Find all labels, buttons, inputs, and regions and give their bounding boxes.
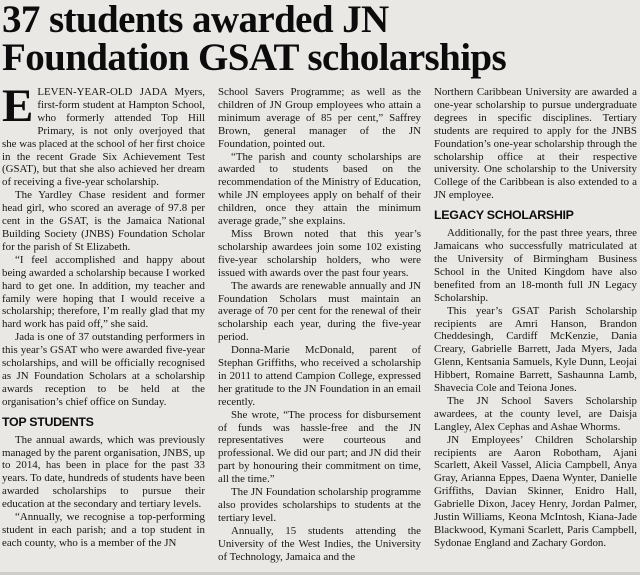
article-paragraph: Jada is one of 37 outstanding performers in this year’s GSAT who were awarded five-year scholarships, and will be officially recognised as JN Foundation Scholars at a scholarship awards reception to be held at the organisation’s chief office on Sunday. (2, 331, 205, 408)
article-paragraph: ELEVEN-YEAR-OLD JADA Myers, first-form student at Hampton School, who formerly attended Top Hill Primary, is not only overjoyed that she was placed at the school of her first choice in the recent Grade Six Achievement Test (GSAT), but that she also achieved her dream of receiving a five-year scholarship. (2, 86, 205, 189)
section-subhead: TOP STUDENTS (2, 414, 94, 429)
article-paragraph: She wrote, “The process for disbursement of funds was hassle-free and the JN representatives were courteous and professional. We did our part; and JN did their part by honouring their commitment on time, all the time.” (218, 408, 421, 486)
article-column-1 (2, 86, 205, 572)
article-paragraph: Northern Caribbean University are awarded a one-year scholarship to pursue undergraduate degrees in specific disciplines. Tertiary students are required to apply for the JNBS Foundation’s one-year scholarship through the scholarship office at their respective university. One scholarship to the University College of the Caribbean is also extended to a JN employee. (434, 86, 637, 202)
article-paragraph: The JN School Savers Scholarship awardees, at the county level, are Daisja Langley, Alex Cephas and Ashae Whorms. (434, 394, 637, 433)
article-paragraph: “I feel accomplished and happy about being awarded a scholarship because I worked hard to get one. In addition, my teacher and family were hoping that I would receive a scholarship; therefore, I’m really glad that my hard work has paid off,” she said. (2, 253, 205, 331)
article-paragraph: This year’s GSAT Parish Scholarship recipients are Amri Hanson, Brandon Cheddesingh, Cardiff McKenzie, Dania Creary, Gabrielle Barrett, Jada Myers, Jada Glenn, Kentsania Samuels, Kyle Dunn, Leojai Hibbert, Romaine Barrett, Sashaunna Lamb, Shavecia Cole and Teiona Jones. (434, 304, 637, 395)
article-paragraph: The JN Foundation scholarship programme also provides scholarships to students at the tertiary level. (218, 486, 421, 524)
article-paragraph: Additionally, for the past three years, three Jamaicans who successfully matriculated at the University of Birmingham Business School in the United Kingdom have also benefited from an 18-month full JN Legacy Scholarship. (434, 227, 637, 304)
article-paragraph: Miss Brown noted that this year’s scholarship awardees join some 102 existing five-year scholarship holders, who were issued with awards over the past four years. (218, 227, 421, 279)
article-paragraph: “Annually, we recognise a top-performing student in each parish; and a top student in each county, who is a member of the JN (2, 511, 205, 549)
article-paragraph: The annual awards, which was previously managed by the parent organisation, JNBS, up to 2014, has been in place for the past 33 years. To date, hundreds of students have been awarded scholarships to pursue their education at the secondary and tertiary levels. (2, 433, 205, 511)
article-paragraph: JN Employees’ Children Scholarship recipients are Aaron Robotham, Ajani Scarlett, Akeil Vassel, Alicia Campbell, Anya Gray, Arianna Eppes, Daena Wynter, Danielle Griffiths, Davian Skinner, Enidro Hall, Gabrielle Dixon, Jacey Henry, Jordan Palmer, Justin Williams, Keona McIntosh, Kiana-Jade Blackwood, Kymani Scarlett, Paris Campbell, Sydonae England and Zachary Gordon. (434, 433, 637, 549)
headline-line-2: Foundation GSAT scholarships (2, 36, 507, 79)
drop-cap: E (2, 86, 34, 132)
article-paragraph: “The parish and county scholarships are awarded to students based on the recommendation of the Ministry of Education, while JN employees apply on behalf of their children, once they attain the minimum average grade,” she explains. (218, 150, 421, 228)
article-paragraph: Annually, 15 students attending the University of the West Indies, the University of Technology, Jamaica and the (218, 524, 421, 563)
article-headline (2, 1, 637, 77)
article-columns (2, 86, 637, 572)
article-paragraph: The awards are renewable annually and JN Foundation Scholars must maintain an average of 70 per cent for the renewal of their scholarship each year, during the five-year period. (218, 279, 421, 344)
article-paragraph: The Yardley Chase resident and former head girl, who scored an average of 97.8 per cent in the GSAT, is the Jamaica National Building Society (JNBS) Foundation Scholar for the parish of St Elizabeth. (2, 189, 205, 253)
article-paragraph: Donna-Marie McDonald, parent of Stephan Griffiths, who received a scholarship in 2011 to attend Campion College, expressed her gratitude to the JN Foundation in an email recently. (218, 344, 421, 408)
headline-line-1: 37 students awarded JN (2, 0, 389, 41)
section-subhead: LEGACY SCHOLARSHIP (434, 208, 574, 223)
article-column-2 (218, 86, 421, 572)
article-column-3 (434, 86, 637, 572)
article-paragraph: School Savers Programme; as well as the children of JN Group employees who attain a minimum average of 85 per cent,” Saffrey Brown, general manager of the JN Foundation, pointed out. (218, 86, 421, 150)
